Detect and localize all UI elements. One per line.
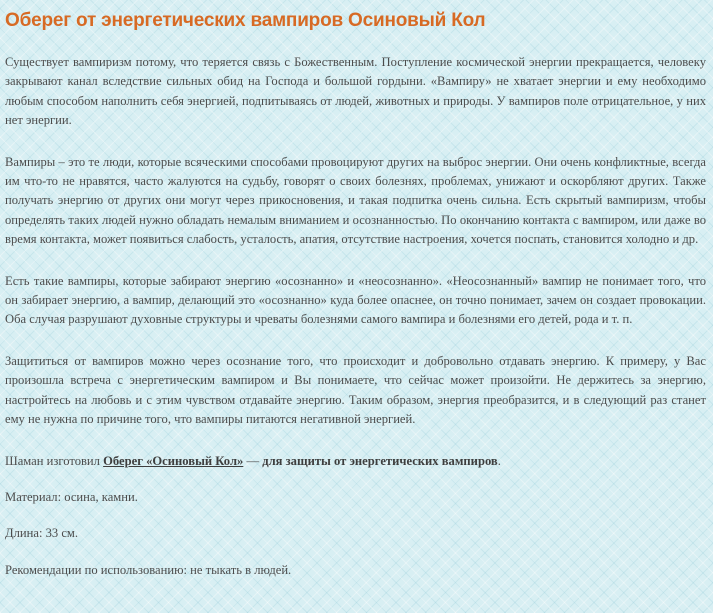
paragraph-4: Защититься от вампиров можно через осознание того, что происходит и добровольно отдавать энергию. К примеру, у Вас произошла встреча с энергетическим вампиром и Вы понимаете, что сейчас может произойти. Не держитесь за энергию, настройтесь на любовь и с этим чувством отдавайте энергию. Таким образом, энергия преобразится, и в следующий раз станет ему не нужна по причине того, что вампиры питаются негативной энергией. — [5, 353, 706, 427]
maker-prefix: Шаман изготовил — [5, 453, 104, 468]
length-line: Длина: 33 см. — [5, 526, 79, 541]
maker-line — [5, 452, 706, 471]
product-link[interactable]: Оберег «Осиновый Кол» — [103, 453, 244, 468]
usage-line: Рекомендации по использованию: не тыкать в людей. — [5, 562, 292, 577]
paragraph-3: Есть такие вампиры, которые забирают энергию «осознанно» и «неосознанно». «Неосознанный» вампир не понимает того, что он забирает энергию, а вампир, делающий это «осознанно» куда более опаснее, он точно понимает, зачем он создает провокации. Оба случая разрушают духовные структуры и чреваты болезнями самого вампира и болезнями его детей, рода и т. п. — [5, 273, 706, 327]
page-title: Оберег от энергетических вампиров Осиновый Кол — [5, 10, 486, 31]
maker-end: . — [497, 453, 501, 468]
maker-dash: — — [243, 453, 263, 468]
paragraph-2: Вампиры – это те люди, которые всяческими способами провоцируют других на выброс энергии. Они очень конфликтные, всегда им что-то не нравятся, часто жалуются на судьбу, говорят о своих болезнях, проблемах, унижают и оскорбляют других. Также получать энергию от других они могут через прикосновения, и такая подпитка очень сильна. Есть скрытый вампиризм, чтобы определять таких людей нужно обладать немалым вниманием и осознанностью. По окончанию контакта с вампиром, или даже во время контакта, может появиться слабость, усталость, апатия, отсутствие настроения, хочется поспать, становится холодно и др. — [5, 154, 706, 247]
maker-purpose: для защиты от энергетических вампиров — [262, 453, 498, 468]
paragraph-1: Существует вампиризм потому, что теряется связь с Божественным. Поступление космической энергии прекращается, человеку закрывают канал вследствие сильных обид на Господа и большой гордыни. «Вампиру» не хватает энергии и ему необходимо любым способом наполнить себя энергией, подпитываясь от людей, животных и природы. У вампиров поле отрицательное, у них нет энергии. — [5, 55, 706, 128]
material-line: Материал: осина, камни. — [5, 489, 138, 504]
